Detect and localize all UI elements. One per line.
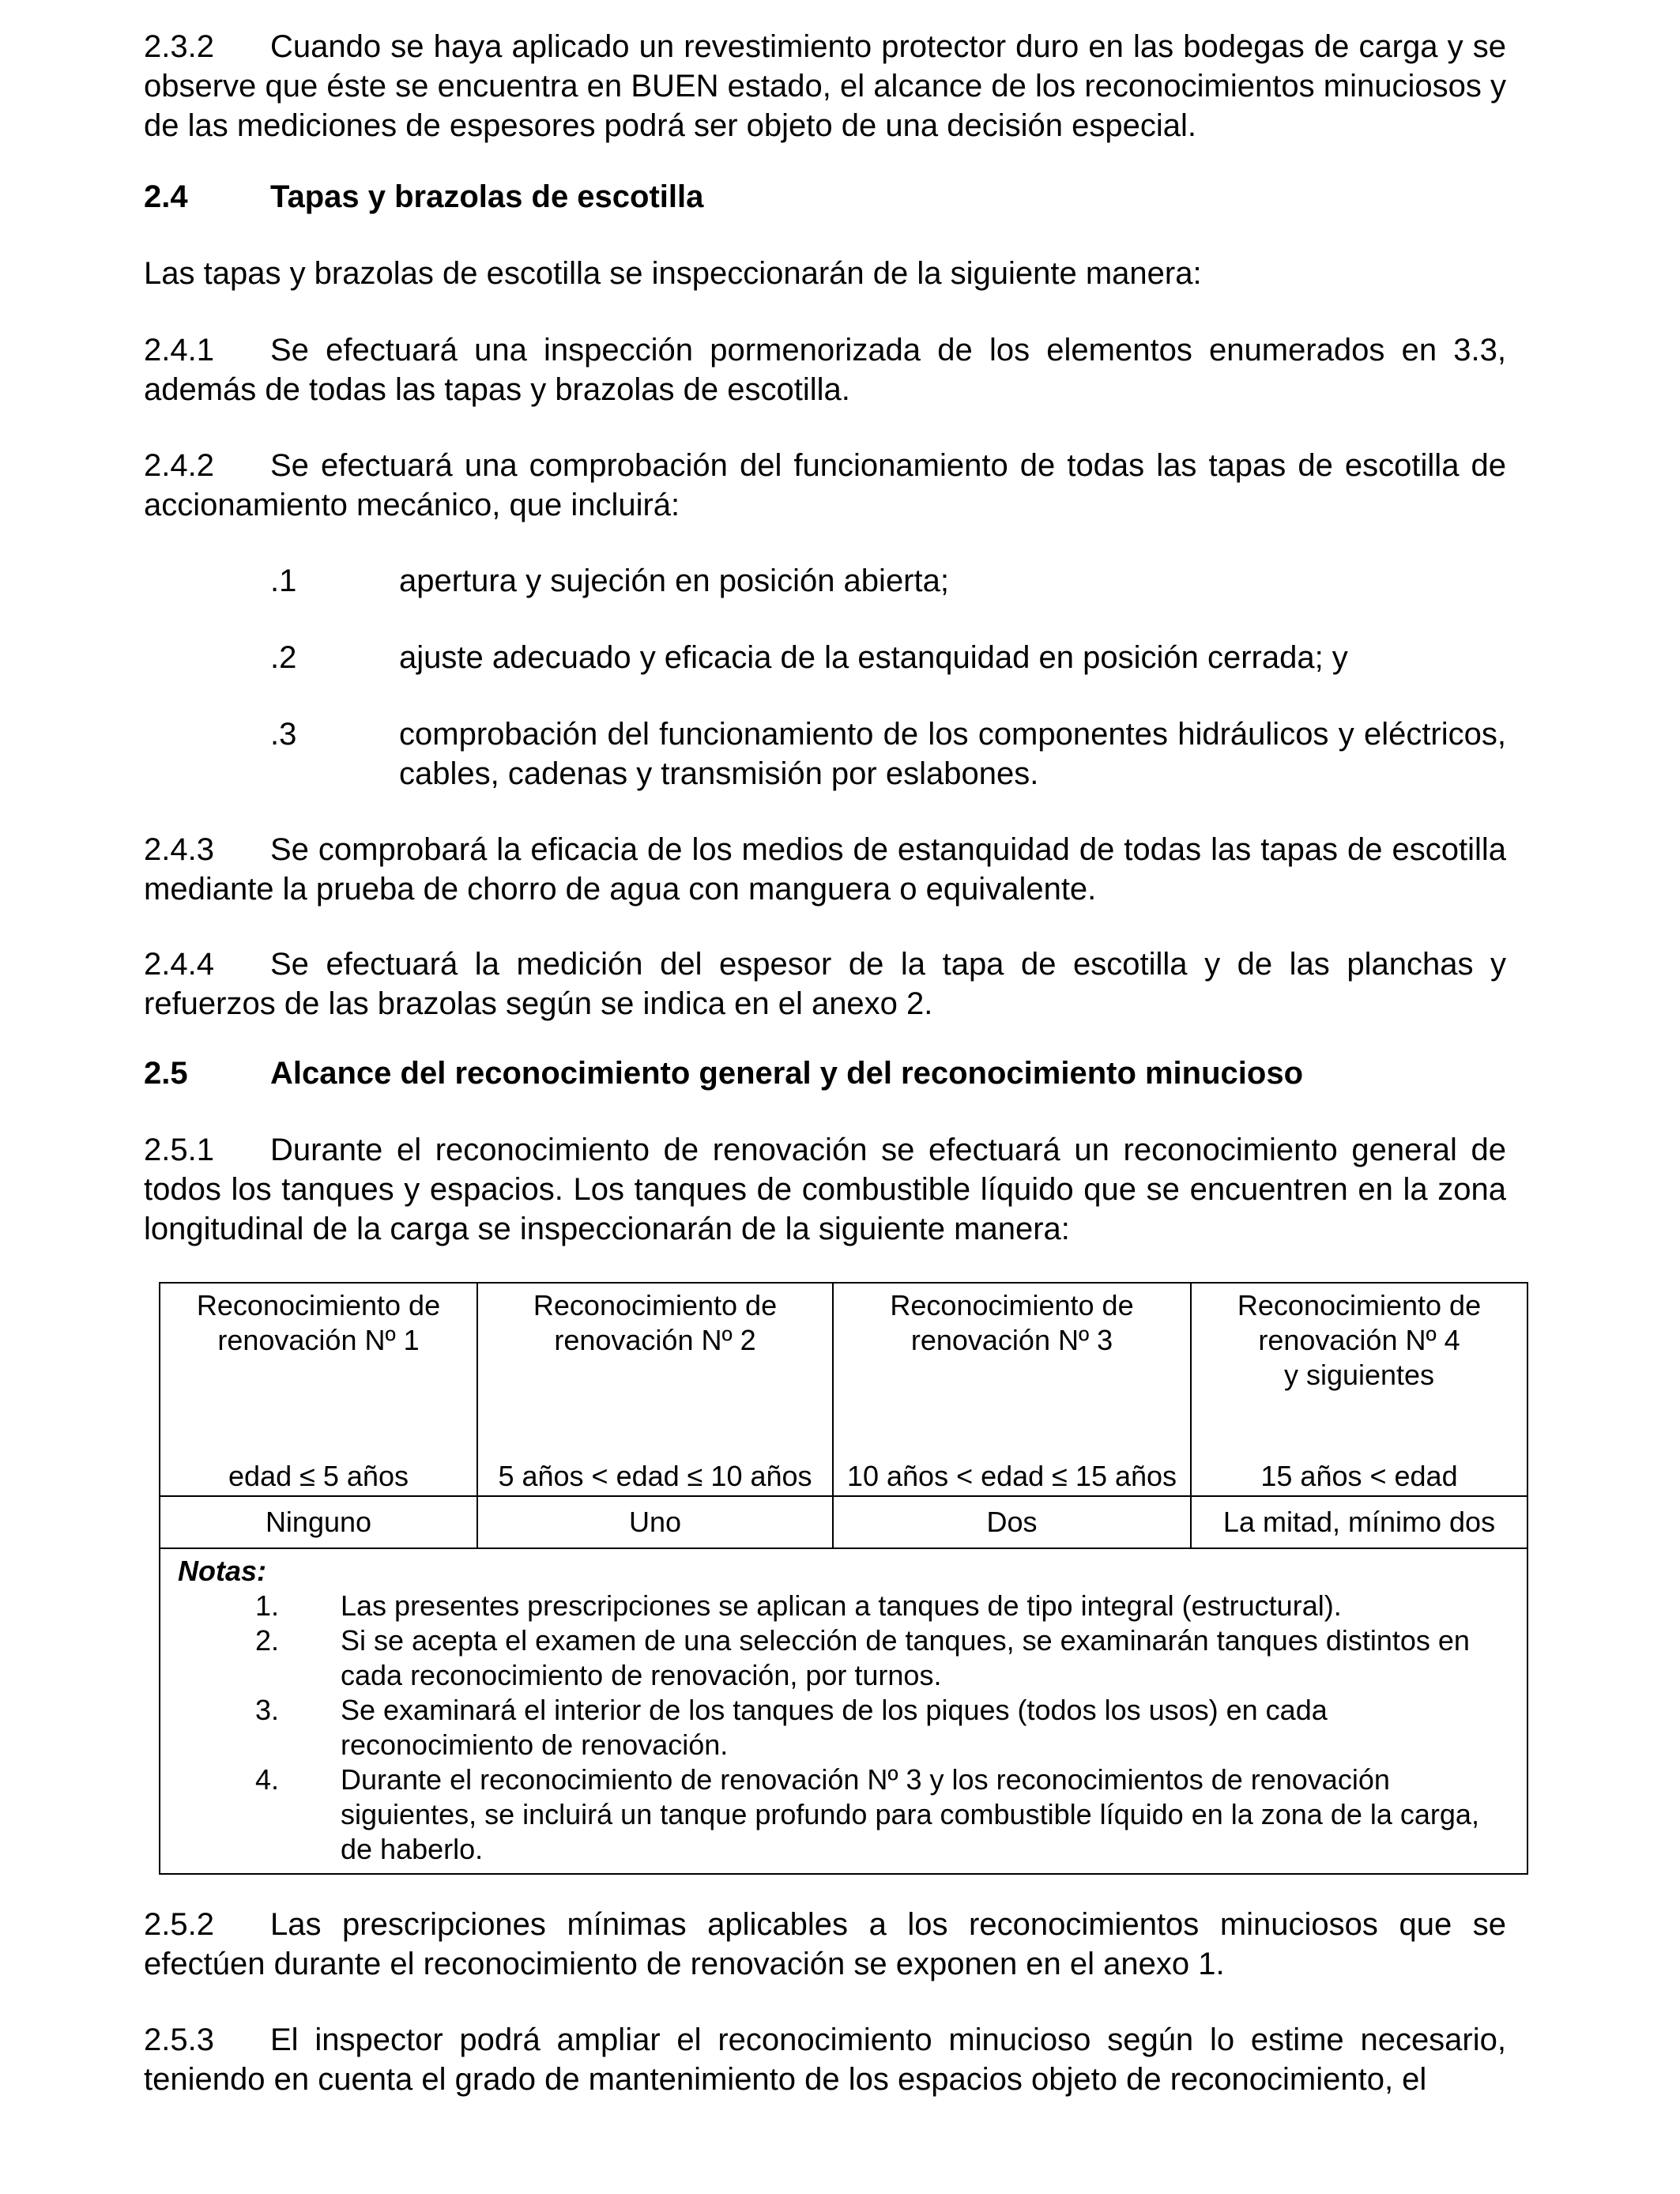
paragraph-text: El inspector podrá ampliar el reconocimiento minucioso según lo estime necesario, teniendo en cuenta el grado de mantenimiento de los espacios objeto de reconocimiento, el	[144, 2022, 1506, 2097]
note-item	[160, 1623, 1527, 1693]
table-header-cell	[833, 1283, 1191, 1496]
heading-title: Alcance del reconocimiento general y del reconocimiento minucioso	[270, 1056, 1304, 1091]
renewal-survey-table	[159, 1282, 1528, 1875]
section-heading-2-4	[144, 177, 1506, 217]
paragraph-text: Durante el reconocimiento de renovación se efectuará un reconocimiento general de todos los tanques y espacios. Los tanques de combustible líquido que se encuentren en la zona longitudinal de la carga se inspeccionarán de la siguiente manera:	[144, 1133, 1506, 1246]
paragraph-number: 2.5.2	[144, 1907, 214, 1942]
note-item	[160, 1762, 1527, 1867]
paragraph-number: 2.3.2	[144, 29, 214, 64]
paragraph-2-4-1	[144, 330, 1506, 409]
list-item-text: comprobación del funcionamiento de los componentes hidráulicos y eléctricos, cables, cadenas y transmisión por eslabones.	[399, 717, 1506, 791]
table-notes-row	[160, 1548, 1527, 1874]
note-number: 3.	[255, 1694, 280, 1726]
paragraph-text: Se comprobará la eficacia de los medios de estanquidad de todas las tapas de escotilla mediante la prueba de chorro de agua con manguera o equivalente.	[144, 832, 1506, 907]
intro-2-4: Las tapas y brazolas de escotilla se inspeccionarán de la siguiente manera:	[144, 256, 1202, 291]
header-line: Reconocimiento de	[890, 1289, 1134, 1321]
header-line: renovación Nº 4	[1258, 1324, 1460, 1356]
note-number: 1.	[255, 1589, 280, 1622]
paragraph-2-4-2	[144, 446, 1506, 525]
header-line: Reconocimiento de	[196, 1289, 441, 1321]
list-item-text: apertura y sujeción en posición abierta;	[399, 564, 949, 598]
header-line: Reconocimiento de	[1237, 1289, 1482, 1321]
list-item-number: .3	[270, 717, 297, 752]
note-text: Las presentes prescripciones se aplican a tanques de tipo integral (estructural).	[341, 1589, 1342, 1622]
table-cell: Uno	[477, 1496, 833, 1548]
header-line: renovación Nº 2	[554, 1324, 756, 1356]
heading-number: 2.5	[144, 1056, 188, 1091]
table-cell: Dos	[833, 1496, 1191, 1548]
note-item	[160, 1589, 1527, 1623]
header-line: Reconocimiento de	[533, 1289, 778, 1321]
heading-title: Tapas y brazolas de escotilla	[270, 179, 704, 214]
note-text: Se examinará el interior de los tanques de los piques (todos los usos) en cada reconocimiento de renovación.	[341, 1694, 1328, 1761]
paragraph-2-4-4	[144, 944, 1506, 1023]
paragraph-text: Cuando se haya aplicado un revestimiento protector duro en las bodegas de carga y se observe que éste se encuentra en BUEN estado, el alcance de los reconocimientos minuciosos y de las mediciones de espesores podrá ser objeto de una decisión especial.	[144, 29, 1506, 143]
paragraph-2-4-3	[144, 830, 1506, 909]
paragraph-2-5-3	[144, 2020, 1506, 2099]
paragraph-number: 2.4.2	[144, 448, 214, 483]
paragraph-text: Las prescripciones mínimas aplicables a los reconocimientos minuciosos que se efectúen durante el reconocimiento de renovación se exponen en el anexo 1.	[144, 1907, 1506, 1981]
header-age: edad ≤ 5 años	[228, 1460, 409, 1492]
paragraph-number: 2.5.3	[144, 2022, 214, 2057]
table-header-cell	[477, 1283, 833, 1496]
list-item-number: .2	[270, 640, 297, 675]
table-cell: Ninguno	[160, 1496, 477, 1548]
header-age: 5 años < edad ≤ 10 años	[498, 1460, 812, 1492]
table-cell: La mitad, mínimo dos	[1191, 1496, 1527, 1548]
paragraph-number: 2.4.1	[144, 333, 214, 368]
paragraph-text: Se efectuará la medición del espesor de la tapa de escotilla y de las planchas y refuerzos de las brazolas según se indica en el anexo 2.	[144, 947, 1506, 1021]
list-item-number: .1	[270, 564, 297, 598]
note-item	[160, 1693, 1527, 1762]
note-text: Durante el reconocimiento de renovación Nº 3 y los reconocimientos de renovación siguientes, se incluirá un tanque profundo para combustible líquido en la zona de la carga, de haberlo.	[341, 1763, 1479, 1865]
paragraph-text: Se efectuará una comprobación del funcionamiento de todas las tapas de escotilla de accionamiento mecánico, que incluirá:	[144, 448, 1506, 522]
note-number: 2.	[255, 1624, 280, 1657]
table-header-cell	[160, 1283, 477, 1496]
heading-number: 2.4	[144, 179, 188, 214]
header-line: renovación Nº 1	[217, 1324, 420, 1356]
paragraph-text: Se efectuará una inspección pormenorizada de los elementos enumerados en 3.3, además de todas las tapas y brazolas de escotilla.	[144, 333, 1506, 407]
table-header-row	[160, 1283, 1527, 1496]
header-age: 15 años < edad	[1260, 1460, 1458, 1492]
paragraph-2-3-2	[144, 27, 1506, 145]
list-item-text: ajuste adecuado y eficacia de la estanquidad en posición cerrada; y	[399, 640, 1348, 675]
table-row	[160, 1496, 1527, 1548]
section-heading-2-5	[144, 1054, 1506, 1093]
paragraph-2-5-1	[144, 1130, 1506, 1249]
notes-title: Notas:	[178, 1555, 267, 1587]
note-number: 4.	[255, 1763, 280, 1796]
table-header-cell	[1191, 1283, 1527, 1496]
header-line: y siguientes	[1283, 1359, 1435, 1391]
table-notes-cell	[160, 1548, 1527, 1874]
paragraph-number: 2.5.1	[144, 1133, 214, 1167]
paragraph-2-5-2	[144, 1905, 1506, 1984]
header-line: renovación Nº 3	[910, 1324, 1113, 1356]
paragraph-number: 2.4.3	[144, 832, 214, 867]
header-age: 10 años < edad ≤ 15 años	[846, 1460, 1177, 1492]
note-text: Si se acepta el examen de una selección de tanques, se examinarán tanques distintos en cada reconocimiento de renovación, por turnos.	[341, 1624, 1470, 1691]
paragraph-number: 2.4.4	[144, 947, 214, 982]
